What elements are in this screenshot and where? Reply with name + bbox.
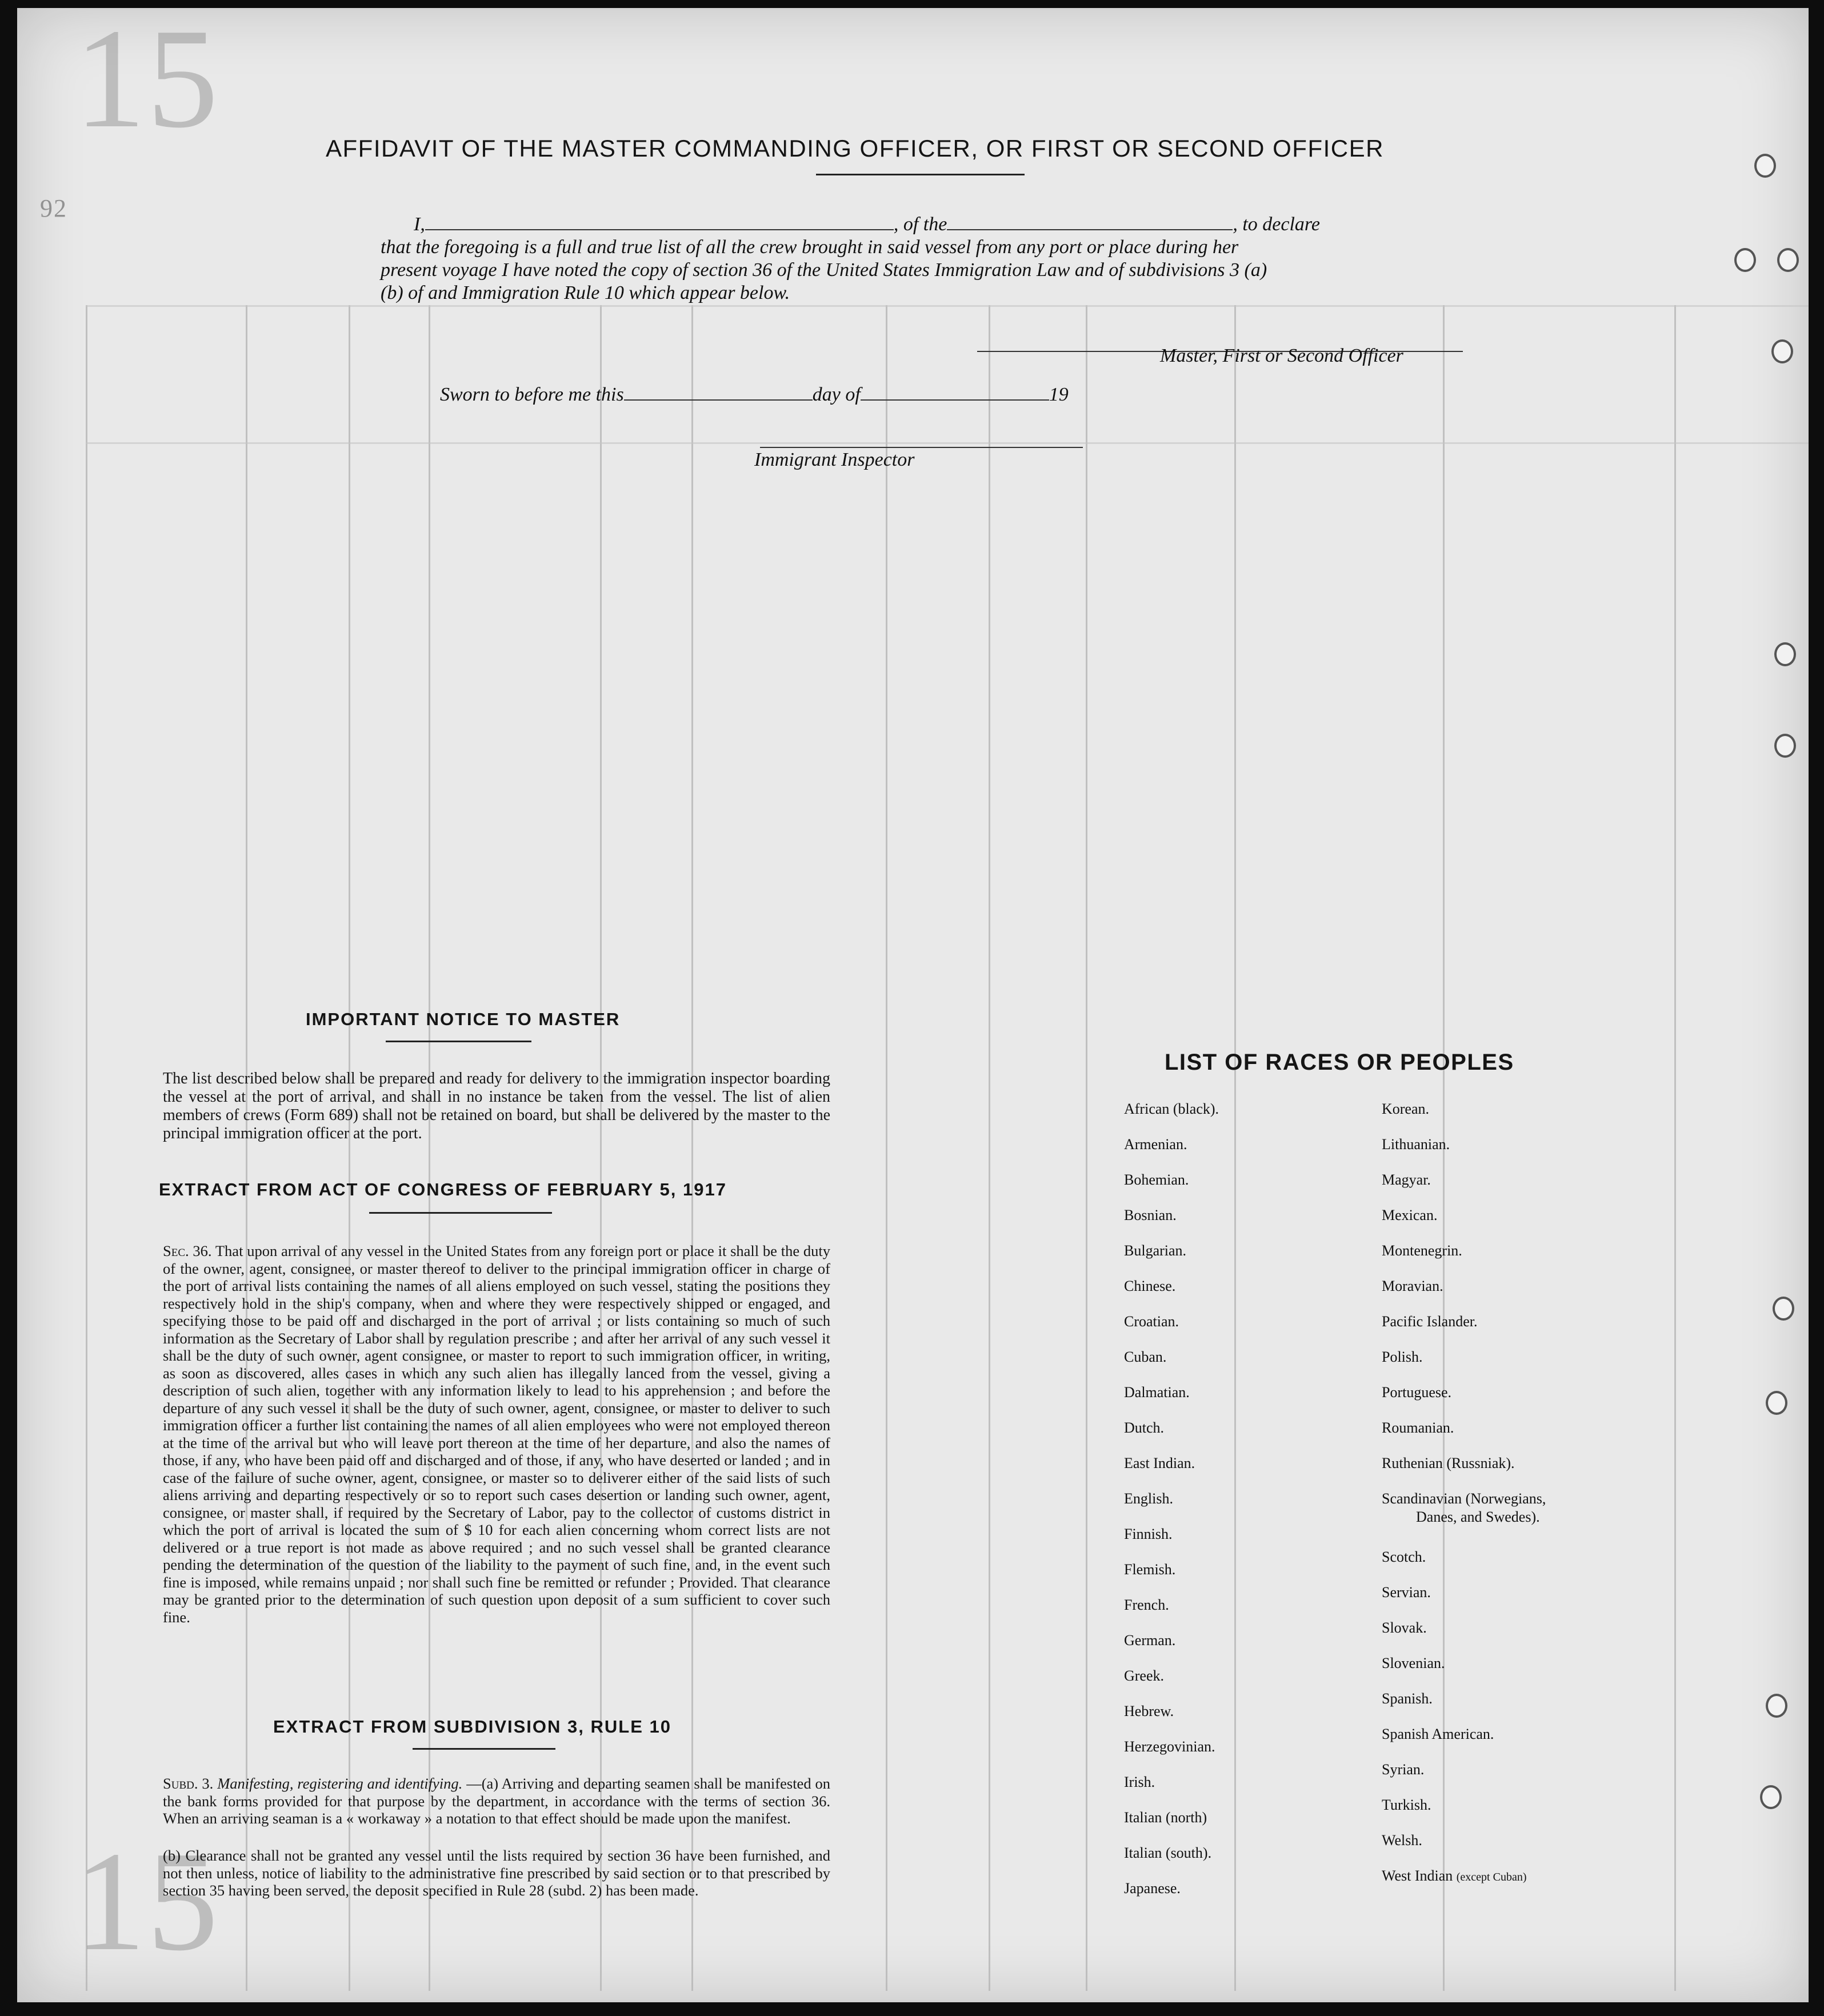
binder-hole — [1771, 339, 1793, 363]
bleed-column-rule — [1086, 305, 1087, 1991]
signature-label: Master, First or Second Officer — [1160, 345, 1403, 366]
race-item: West Indian (except Cuban) — [1382, 1867, 1527, 1884]
binder-hole — [1766, 1391, 1787, 1415]
binder-hole — [1766, 1694, 1787, 1718]
bleed-row-rule — [86, 442, 1809, 444]
inspector-line — [760, 447, 1083, 448]
race-item: Dutch. — [1124, 1419, 1165, 1436]
race-item: Scotch. — [1382, 1549, 1426, 1565]
margin-number: 92 — [40, 194, 67, 222]
bleed-column-rule — [600, 305, 602, 1991]
race-item: Slovak. — [1382, 1619, 1427, 1636]
affidavit-line1: I, , of the , to declare — [414, 214, 1320, 235]
race-item: German. — [1124, 1632, 1176, 1649]
vessel-blank — [947, 229, 1233, 230]
race-item: Lithuanian. — [1382, 1136, 1450, 1153]
race-item: Irish. — [1124, 1774, 1155, 1790]
race-item: Armenian. — [1124, 1136, 1187, 1153]
notice-heading: IMPORTANT NOTICE TO MASTER — [306, 1009, 621, 1029]
binder-hole — [1773, 1297, 1794, 1321]
bleed-column-rule — [429, 305, 430, 1991]
race-item: Montenegrin. — [1382, 1242, 1462, 1259]
bleed-column-rule — [1674, 305, 1676, 1991]
race-item: Danes, and Swedes). — [1416, 1509, 1540, 1525]
bleed-row-rule — [86, 305, 1809, 307]
race-item: English. — [1124, 1490, 1173, 1507]
bleed-column-rule — [691, 305, 693, 1991]
binder-hole — [1774, 642, 1796, 666]
race-item: Korean. — [1382, 1101, 1430, 1117]
affidavit-title: AFFIDAVIT OF THE MASTER COMMANDING OFFICER, OR FIRST OR SECOND OFFICER — [326, 135, 1384, 162]
race-item: Syrian. — [1382, 1761, 1425, 1778]
race-item: Chinese. — [1124, 1278, 1176, 1294]
bleed-form-number: 15 — [74, 8, 219, 158]
race-item: Italian (north) — [1124, 1809, 1207, 1826]
bleed-column-rule — [989, 305, 990, 1991]
bleed-column-rule — [86, 305, 87, 1991]
act-underline — [369, 1212, 552, 1214]
binder-hole — [1760, 1785, 1782, 1809]
race-item: Cuban. — [1124, 1349, 1167, 1365]
day-blank — [624, 399, 813, 401]
race-item: Slovenian. — [1382, 1655, 1445, 1671]
race-item: Bulgarian. — [1124, 1242, 1187, 1259]
race-item: Croatian. — [1124, 1313, 1179, 1330]
race-item: Greek. — [1124, 1667, 1165, 1684]
race-item: Italian (south). — [1124, 1845, 1212, 1861]
affidavit-line3: present voyage I have noted the copy of section 36 of the United States Immigration Law and of subdivisions 3 (a) — [381, 259, 1267, 281]
race-item: Finnish. — [1124, 1526, 1173, 1542]
binder-hole — [1777, 248, 1799, 272]
act-text: Sec. 36. That upon arrival of any vessel in the United States from any foreign port or place it shall be the duty of the owner, agent, consignee, or master thereof to deliver to the principal immigration officer in charge of the port of arrival lists containing the names of all aliens employed on such vessel, stating the positions they respectively hold in the ship's company, when and where they were respectively shipped or engaged, and specifying those to be paid off and discharged in the port of arrival ; or lists containing so much of such information as the Secretary of Labor shall by regulation prescribe ; and after her arrival of any such vessel it shall be the duty of such owner, agent consignee, or master to report to such immigration officer, in writing, as soon as discovered, alles cases in which any such alien has illegally lanced from the vessel, giving a description of such alien, together with any information likely to lead to his apprehension ; and before the departure of any such vessel it shall be the duty of such owner, agent, consignee, or master to deliver to such immigration officer a further list containing the names of all alien employees who were not employed thereon at the time of the arrival but who will leave port thereon at the time of her departure, and also the names of those, if any, who have been paid off and discharged and of those, if any, who have deserted or landed ; and in case of the failure of suche owner, agent, consignee, or master so to deliverer either of the said lists of such aliens arriving and departing respectively or so to report such cases desertion or landing such owner, agent, consignee, or master shall, if required by the Secretary of Labor, pay to the collector of customs district in which the port of arrival is located the sum of $ 10 for each alien concerning whom correct lists are not delivered or a true report is not made as above required ; and no such vessel shall be granted clearance pending the determination of the question of the liability to the payment of such fine, and, in the event such fine is imposed, while remains unpaid ; nor shall such fine be remitted or refunder ; Provided. That clearance may be granted prior to the determination of such question upon deposit of a sum sufficient to cover such fine. — [163, 1242, 830, 1626]
race-item: Hebrew. — [1124, 1703, 1174, 1719]
title-underline — [816, 174, 1025, 175]
race-item: French. — [1124, 1597, 1169, 1613]
race-item: African (black). — [1124, 1101, 1219, 1117]
act-heading: EXTRACT FROM ACT OF CONGRESS OF FEBRUARY 5, 1917 — [159, 1179, 727, 1199]
race-item: Pacific Islander. — [1382, 1313, 1478, 1330]
race-item: Magyar. — [1382, 1171, 1431, 1188]
bleed-column-rule — [246, 305, 247, 1991]
document-page — [17, 8, 1809, 2002]
name-blank — [425, 229, 894, 230]
binder-hole — [1774, 734, 1796, 758]
race-item: Spanish. — [1382, 1690, 1433, 1707]
race-item: Polish. — [1382, 1349, 1423, 1365]
race-item: Turkish. — [1382, 1797, 1431, 1813]
race-item: Dalmatian. — [1124, 1384, 1190, 1401]
rule-text-a: Subd. 3. Manifesting, registering and identifying. —(a) Arriving and departing seamen shall be manifested on the bank forms provided for that purpose by the department, in accordance with the terms of section 36. When an arriving seaman is a « workaway » a notation to that effect should be made upon the manifest. — [163, 1775, 830, 1827]
race-item: Ruthenian (Russniak). — [1382, 1455, 1515, 1471]
race-item: Mexican. — [1382, 1207, 1438, 1223]
bleed-column-rule — [1234, 305, 1236, 1991]
race-item: Japanese. — [1124, 1880, 1181, 1897]
race-item: East Indian. — [1124, 1455, 1195, 1471]
race-item: Portuguese. — [1382, 1384, 1452, 1401]
rule-heading: EXTRACT FROM SUBDIVISION 3, RULE 10 — [273, 1717, 671, 1737]
notice-underline — [386, 1041, 531, 1042]
race-item: Bosnian. — [1124, 1207, 1177, 1223]
race-item: Bohemian. — [1124, 1171, 1189, 1188]
bleed-column-rule — [349, 305, 350, 1991]
affidavit-line4: (b) of and Immigration Rule 10 which appear below. — [381, 282, 790, 303]
binder-hole — [1754, 154, 1776, 178]
race-item: Moravian. — [1382, 1278, 1443, 1294]
binder-hole — [1734, 248, 1756, 272]
notice-text: The list described below shall be prepared and ready for delivery to the immigration inspector boarding the vessel at the port of arrival, and shall in no instance be taken from the vessel. The list of alien members of crews (Form 689) shall not be retained on board, but shall be delivered by the master to the principal immigration officer at the port. — [163, 1070, 830, 1142]
inspector-label: Immigrant Inspector — [754, 449, 915, 470]
bleed-form-number: 15 — [74, 1822, 219, 1981]
rule-underline — [413, 1748, 555, 1750]
race-item: Spanish American. — [1382, 1726, 1494, 1742]
race-item: Herzegovinian. — [1124, 1738, 1215, 1755]
bleed-column-rule — [886, 305, 887, 1991]
race-item: Flemish. — [1124, 1561, 1176, 1578]
races-heading: LIST OF RACES OR PEOPLES — [1165, 1050, 1514, 1075]
race-item: Scandinavian (Norwegians, — [1382, 1490, 1546, 1507]
race-item: Roumanian. — [1382, 1419, 1454, 1436]
race-item: Welsh. — [1382, 1832, 1422, 1849]
race-item: Servian. — [1382, 1584, 1431, 1601]
affidavit-line2: that the foregoing is a full and true list of all the crew brought in said vessel from any port or place during her — [381, 237, 1239, 258]
sworn-line: Sworn to before me this day of 19 — [440, 384, 1069, 405]
month-blank — [861, 399, 1049, 401]
rule-text-b: (b) Clearance shall not be granted any vessel until the lists required by section 36 have been furnished, and not then unless, notice of liability to the administrative fine prescribed by said section or to that prescribed by section 35 having been served, the deposit specified in Rule 28 (subd. 2) has been made. — [163, 1847, 830, 1899]
